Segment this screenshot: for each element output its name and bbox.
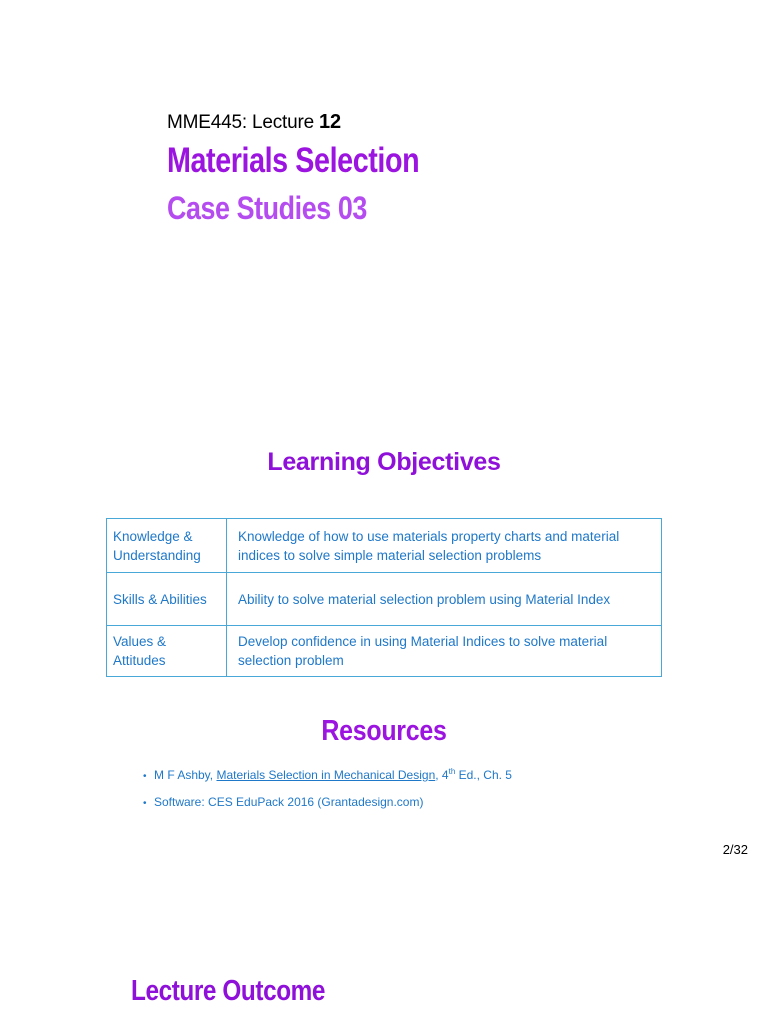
resource-author: M F Ashby, xyxy=(154,768,217,782)
objective-description: Knowledge of how to use materials property charts and material indices to solve simple material selection problems xyxy=(227,519,662,573)
lecture-number: 12 xyxy=(319,111,341,133)
lecture-subtitle: Case Studies 03 xyxy=(167,190,367,226)
edition-suffix: Ed., Ch. 5 xyxy=(455,768,512,782)
course-lecture-line xyxy=(167,111,341,134)
learning-objectives-heading: Learning Objectives xyxy=(267,448,501,476)
table-row xyxy=(107,626,662,677)
resource-text: Software: CES EduPack 2016 (Grantadesign.com) xyxy=(154,795,424,809)
page-number: 2/32 xyxy=(722,842,748,857)
lecture-outcome-heading: Lecture Outcome xyxy=(131,975,326,1007)
bullet: • xyxy=(143,771,147,782)
category-line: Knowledge & xyxy=(113,528,193,544)
table-row xyxy=(107,573,662,626)
book-link[interactable]: Materials Selection in Mechanical Design xyxy=(216,768,436,782)
objective-category xyxy=(107,519,227,573)
objective-category: Values & Attitudes xyxy=(107,626,227,677)
category-line: Understanding xyxy=(113,547,201,563)
objective-category: Skills & Abilities xyxy=(107,573,227,626)
course-prefix: MME445: Lecture xyxy=(167,112,320,133)
edition-superscript: th xyxy=(448,767,456,776)
objective-description: Develop confidence in using Material Indices to solve material selection problem xyxy=(227,626,662,677)
table-row xyxy=(107,519,662,573)
edition-prefix: , 4 xyxy=(435,768,449,782)
resource-item xyxy=(143,795,423,809)
bullet: • xyxy=(143,798,147,809)
objective-description: Ability to solve material selection problem using Material Index xyxy=(227,573,662,626)
resources-heading: Resources xyxy=(321,715,447,747)
learning-objectives-table xyxy=(106,518,662,677)
resource-item xyxy=(143,767,512,782)
lecture-title: Materials Selection xyxy=(167,141,420,180)
